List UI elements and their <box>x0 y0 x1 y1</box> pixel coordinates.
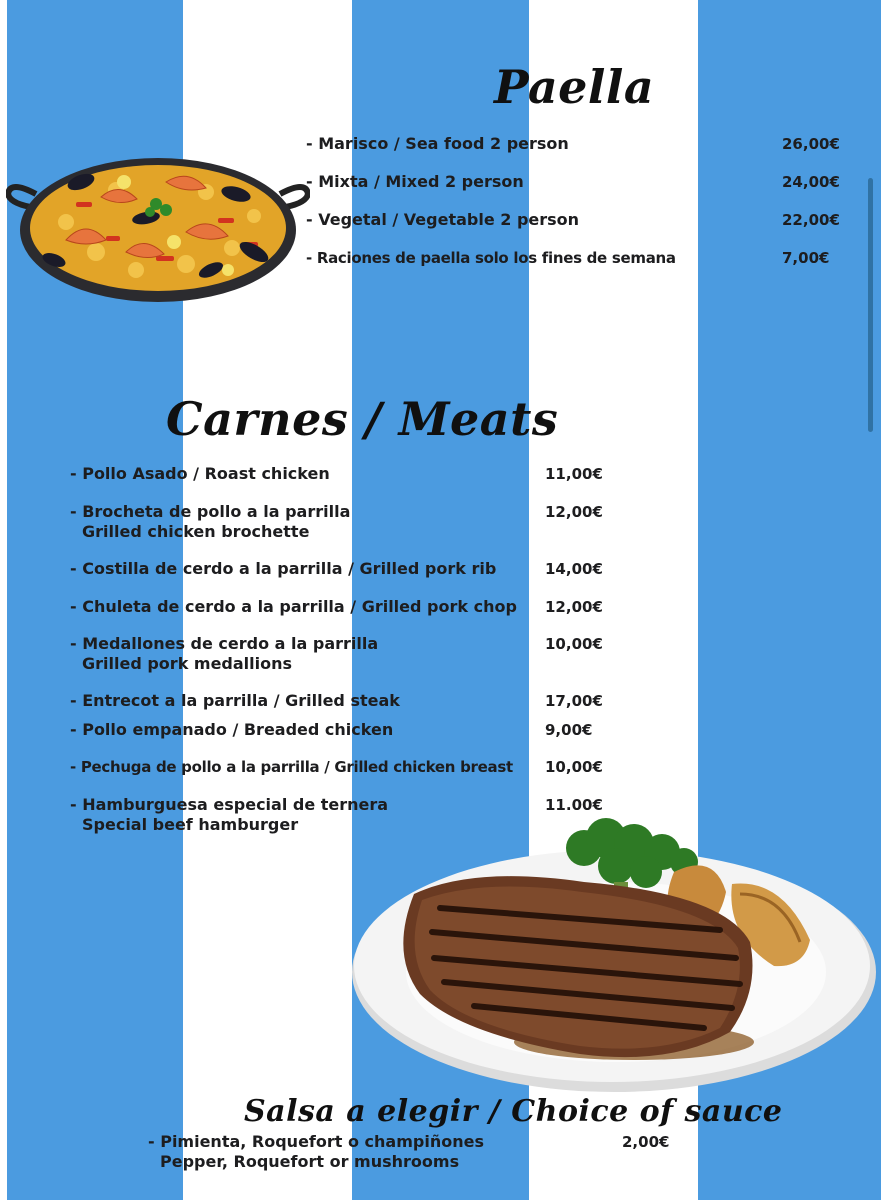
menu-item-name-en: Special beef hamburger <box>82 815 299 834</box>
menu-item-price: 14,00€ <box>545 560 603 578</box>
menu-item-name-es: - Brocheta de pollo a la parrilla <box>70 502 351 521</box>
menu-item-price: 26,00€ <box>782 135 840 153</box>
menu-item-name-es: - Hamburguesa especial de ternera <box>70 795 389 814</box>
menu-item-price: 9,00€ <box>545 721 593 739</box>
menu-item-price: 24,00€ <box>782 173 840 191</box>
menu-item-name <box>148 1132 484 1172</box>
menu-item-price: 12,00€ <box>545 503 603 521</box>
meats-title: Carnes / Meats <box>166 392 559 446</box>
menu-item-name: - Chuleta de cerdo a la parrilla / Grilled pork chop <box>70 597 517 616</box>
menu-item-name-es: - Pimienta, Roquefort o champiñones <box>148 1132 484 1151</box>
menu-item-name: - Mixta / Mixed 2 person <box>306 172 524 191</box>
menu-item-name: - Pollo empanado / Breaded chicken <box>70 720 394 739</box>
menu-item-name: - Pollo Asado / Roast chicken <box>70 464 330 483</box>
menu-item-name: - Marisco / Sea food 2 person <box>306 134 569 153</box>
menu-item-name: - Costilla de cerdo a la parrilla / Grilled pork rib <box>70 559 497 578</box>
menu-item-price: 10,00€ <box>545 758 603 776</box>
menu-item-price: 7,00€ <box>782 249 830 267</box>
menu-item-name-es: - Medallones de cerdo a la parrilla <box>70 634 379 653</box>
menu-item-name-en: Grilled pork medallions <box>82 654 293 673</box>
menu-item-price: 12,00€ <box>545 598 603 616</box>
scrollbar-thumb[interactable] <box>868 178 873 432</box>
menu-item-name-en: Grilled chicken brochette <box>82 522 310 541</box>
menu-item-price: 22,00€ <box>782 211 840 229</box>
menu-item-name <box>70 795 388 835</box>
menu-item-name: - Vegetal / Vegetable 2 person <box>306 210 580 229</box>
menu-item-name: - Entrecot a la parrilla / Grilled steak <box>70 691 400 710</box>
menu-item-price: 11,00€ <box>545 465 603 483</box>
menu-item-name: - Pechuga de pollo a la parrilla / Grilled chicken breast <box>70 758 513 776</box>
sauce-title: Salsa a elegir / Choice of sauce <box>244 1094 783 1129</box>
menu-item-price: 10,00€ <box>545 635 603 653</box>
paella-title: Paella <box>494 60 655 114</box>
menu-item-name-en: Pepper, Roquefort or mushrooms <box>160 1152 460 1171</box>
menu-item-price: 17,00€ <box>545 692 603 710</box>
menu-item-name <box>70 502 350 542</box>
menu-item-price: 11.00€ <box>545 796 603 814</box>
paella-pan-icon <box>6 152 310 308</box>
steak-plate-icon <box>344 812 878 1102</box>
menu-item-name <box>70 634 378 674</box>
menu-item-name: - Raciones de paella solo los fines de semana <box>306 249 676 267</box>
menu-item-price: 2,00€ <box>622 1133 670 1151</box>
